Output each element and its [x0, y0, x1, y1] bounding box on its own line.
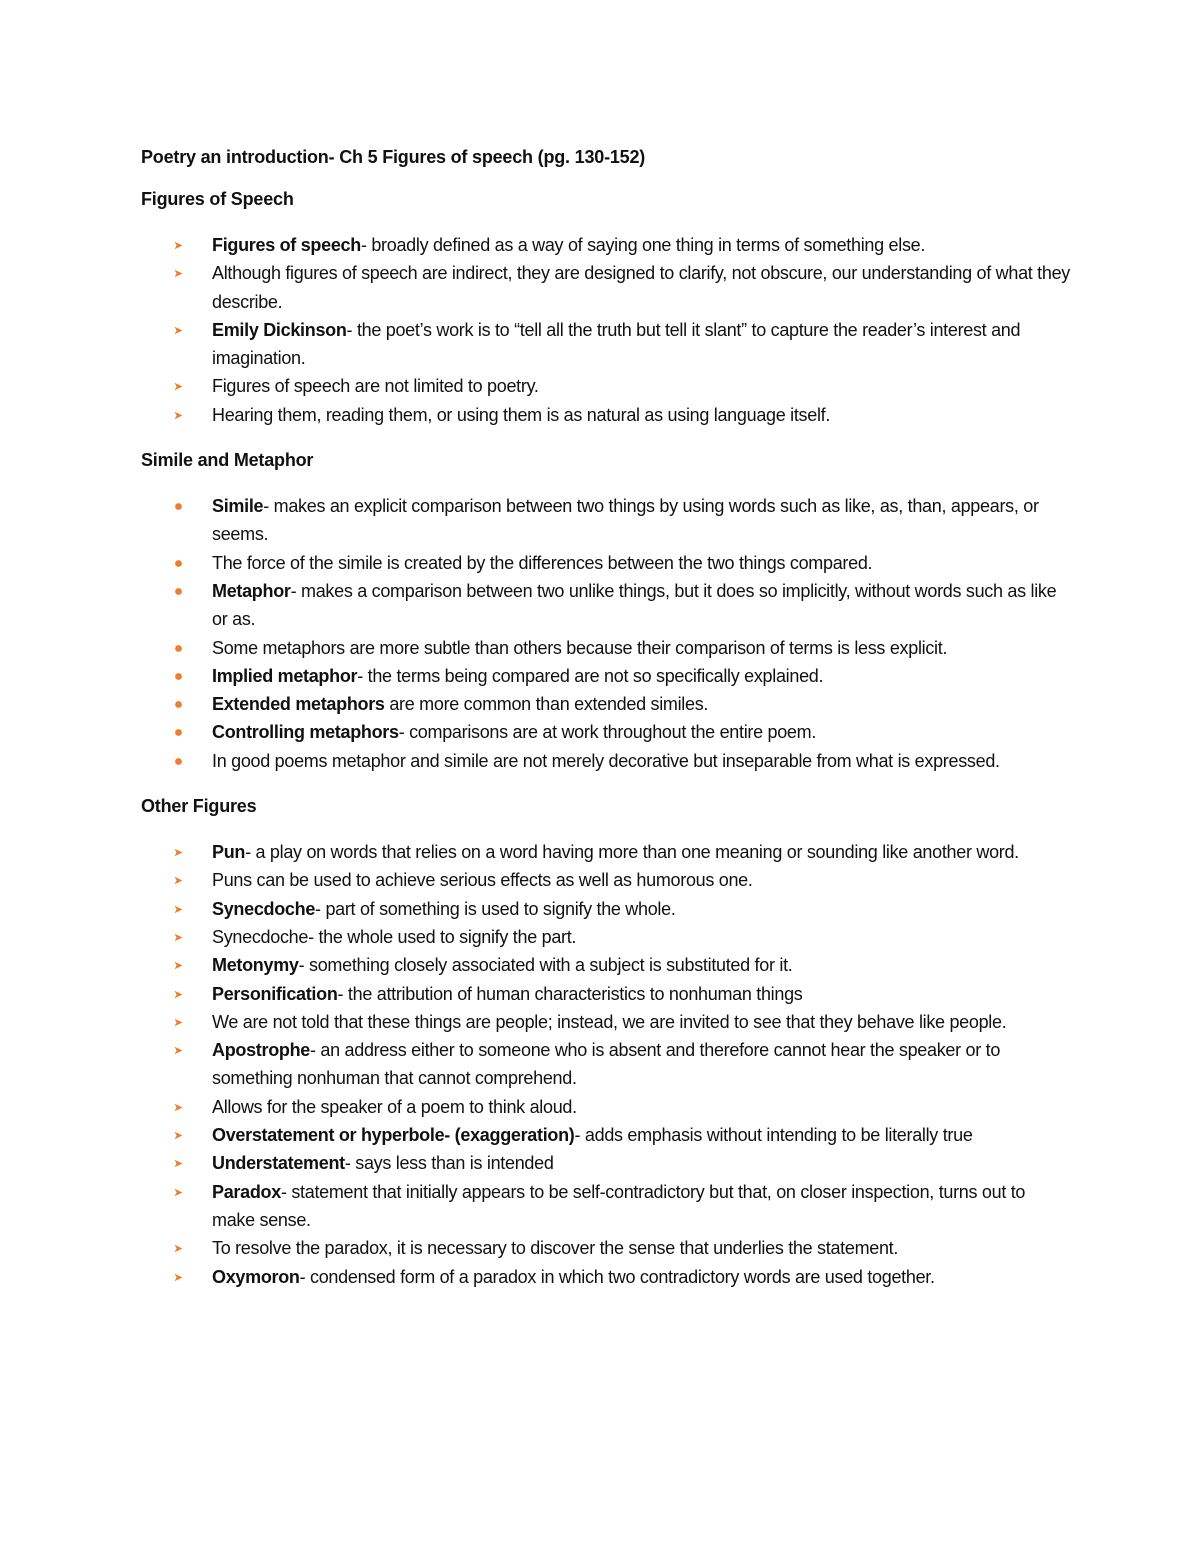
item-text: The force of the simile is created by the differences between the two things compared.	[212, 552, 873, 573]
section-heading: Simile and Metaphor	[141, 450, 314, 471]
list-item	[141, 549, 1071, 577]
item-text: Allows for the speaker of a poem to think aloud.	[212, 1096, 577, 1117]
item-text: We are not told that these things are people; instead, we are invited to see that they behave like people.	[212, 1011, 1007, 1032]
item-text: - broadly defined as a way of saying one thing in terms of something else.	[360, 235, 926, 255]
bullet-list	[141, 492, 1071, 775]
list-item	[141, 372, 1071, 400]
orange-bullet-icon	[174, 990, 183, 999]
list-item	[141, 718, 1071, 746]
list-item	[141, 1178, 1071, 1235]
orange-bullet-icon	[174, 933, 183, 942]
item-text: - comparisons are at work throughout the entire poem.	[398, 722, 817, 743]
term-label: Figures of speech	[212, 235, 361, 255]
item-text: Hearing them, reading them, or using them is as natural as using language itself.	[212, 404, 831, 425]
orange-bullet-icon	[174, 559, 183, 568]
list-item	[141, 662, 1071, 690]
term-label: Understatement	[212, 1153, 345, 1174]
list-item	[141, 1036, 1071, 1093]
section-figures-of-speech	[141, 188, 1071, 429]
list-item	[141, 634, 1071, 662]
list-item	[141, 231, 1071, 259]
list-item	[141, 401, 1071, 429]
document-title: Poetry an introduction- Ch 5 Figures of speech (pg. 130-152)	[141, 147, 646, 167]
bullet-list	[141, 231, 1071, 429]
orange-bullet-icon	[174, 269, 183, 278]
orange-bullet-icon	[174, 700, 183, 709]
term-label: Extended metaphors	[212, 694, 385, 715]
orange-bullet-icon	[174, 1131, 183, 1140]
term-label: Pun	[212, 842, 246, 863]
item-text: To resolve the paradox, it is necessary to discover the sense that underlies the statement.	[212, 1238, 899, 1259]
item-text: - makes a comparison between two unlike things, but it does so implicitly, without words such as like or as.	[212, 580, 1057, 630]
item-text: Figures of speech are not limited to poetry.	[212, 376, 539, 397]
list-item	[141, 1008, 1071, 1036]
term-label: Personification	[212, 983, 338, 1004]
list-item	[141, 1234, 1071, 1262]
orange-bullet-icon	[174, 1159, 183, 1168]
item-text: - makes an explicit comparison between two things by using words such as like, as, than, appears, or seems.	[212, 496, 1039, 545]
orange-bullet-icon	[174, 502, 183, 511]
orange-bullet-icon	[174, 876, 183, 885]
list-item	[141, 980, 1071, 1008]
item-text: Synecdoche- the whole used to signify the part.	[212, 926, 577, 947]
term-label: Apostrophe	[212, 1040, 310, 1061]
item-text: - an address either to someone who is absent and therefore cannot hear the speaker or to something nonhuman that cannot comprehend.	[212, 1040, 1001, 1089]
orange-bullet-icon	[174, 382, 183, 391]
item-text: Some metaphors are more subtle than others because their comparison of terms is less explicit.	[212, 637, 948, 658]
item-text: Although figures of speech are indirect, they are designed to clarify, not obscure, our understanding of what they describe.	[212, 263, 1071, 312]
item-text: - part of something is used to signify the whole.	[315, 898, 676, 919]
orange-bullet-icon	[174, 241, 183, 250]
item-text: - adds emphasis without intending to be literally true	[574, 1125, 973, 1146]
term-label: Simile	[212, 496, 264, 517]
list-item	[141, 259, 1071, 316]
list-item	[141, 492, 1071, 549]
orange-bullet-icon	[174, 672, 183, 681]
orange-bullet-icon	[174, 961, 183, 970]
item-text: - the attribution of human characteristics to nonhuman things	[337, 983, 803, 1004]
section-heading: Figures of Speech	[141, 189, 294, 209]
list-item	[141, 577, 1071, 634]
item-text: - says less than is intended	[344, 1153, 554, 1174]
list-item	[141, 690, 1071, 718]
document-page	[141, 146, 1071, 1311]
item-text: are more common than extended similes.	[384, 694, 709, 715]
list-item	[141, 866, 1071, 894]
item-text: - a play on words that relies on a word having more than one meaning or sounding like another word.	[245, 842, 1019, 863]
list-item	[141, 747, 1071, 775]
orange-bullet-icon	[174, 728, 183, 737]
list-item	[141, 1121, 1071, 1149]
item-text: - something closely associated with a subject is substituted for it.	[298, 955, 793, 976]
term-label: Implied metaphor	[212, 665, 358, 686]
bullet-list	[141, 838, 1071, 1291]
section-heading: Other Figures	[141, 796, 257, 817]
orange-bullet-icon	[174, 1103, 183, 1112]
orange-bullet-icon	[174, 1244, 183, 1253]
list-item	[141, 1093, 1071, 1121]
orange-bullet-icon	[174, 644, 183, 653]
list-item	[141, 923, 1071, 951]
term-label: Metonymy	[212, 955, 299, 976]
term-label: Controlling metaphors	[212, 722, 399, 743]
item-text: Puns can be used to achieve serious effects as well as humorous one.	[212, 870, 753, 891]
section-other-figures	[141, 795, 1071, 1291]
item-text: - statement that initially appears to be self-contradictory but that, on closer inspection, turns out to make sense.	[212, 1181, 1026, 1230]
list-item	[141, 838, 1071, 866]
item-text: - the poet’s work is to “tell all the truth but tell it slant” to capture the reader’s interest and imagination.	[212, 319, 1021, 369]
term-label: Emily Dickinson	[212, 319, 347, 340]
orange-bullet-icon	[174, 411, 183, 420]
list-item	[141, 1149, 1071, 1177]
term-label: Oxymoron	[212, 1266, 300, 1287]
orange-bullet-icon	[174, 1273, 183, 1282]
orange-bullet-icon	[174, 326, 183, 335]
orange-bullet-icon	[174, 587, 183, 596]
orange-bullet-icon	[174, 848, 183, 857]
list-item	[141, 1263, 1071, 1291]
section-simile-and-metaphor	[141, 449, 1071, 775]
orange-bullet-icon	[174, 1018, 183, 1027]
list-item	[141, 316, 1071, 373]
orange-bullet-icon	[174, 757, 183, 766]
term-label: Paradox	[212, 1181, 281, 1202]
orange-bullet-icon	[174, 1046, 183, 1055]
item-text: In good poems metaphor and simile are not merely decorative but inseparable from what is expressed.	[212, 750, 1000, 771]
list-item	[141, 895, 1071, 923]
item-text: - the terms being compared are not so specifically explained.	[357, 665, 824, 686]
item-text: - condensed form of a paradox in which two contradictory words are used together.	[299, 1266, 935, 1287]
term-label: Synecdoche	[212, 898, 316, 919]
orange-bullet-icon	[174, 905, 183, 914]
list-item	[141, 951, 1071, 979]
orange-bullet-icon	[174, 1188, 183, 1197]
term-label: Metaphor	[212, 580, 291, 601]
term-label: Overstatement or hyperbole- (exaggeration)	[212, 1125, 575, 1146]
